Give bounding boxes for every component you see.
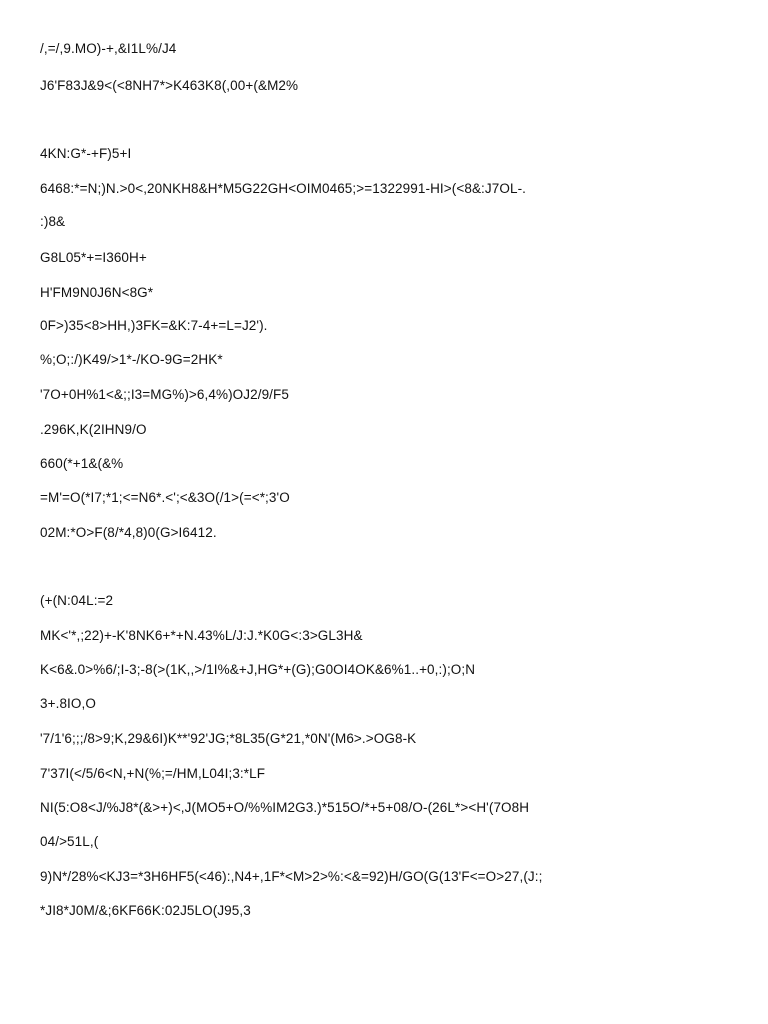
- text-line: NI(5:O8<J/%J8*(&>+)<,J(MO5+O/%%IM2G3.)*515O/*+5+08/O-(26L*><H'(7O8H: [40, 800, 530, 815]
- text-line: G8L05*+=I360H+: [40, 250, 147, 265]
- text-line: :)8&: [40, 214, 66, 229]
- text-line: 6468:*=N;)N.>0<,20NKH8&H*M5G22GH<OIM0465;>=1322991-HI>(<8&:J7OL-.: [40, 181, 527, 196]
- text-line: '7/1'6;;;/8>9;K,29&6I)K**'92'JG;*8L35(G*21,*0N'(M6>.>OG8-K: [40, 731, 417, 746]
- text-line: %;O;:/)K49/>1*-/KO-9G=2HK*: [40, 352, 223, 367]
- text-line: 02M:*O>F(8/*4,8)0(G>I6412.: [40, 525, 217, 540]
- text-line: '7O+0H%1<&;;I3=MG%)>6,4%)OJ2/9/F5: [40, 387, 289, 402]
- text-line: .296K,K(2IHN9/O: [40, 422, 147, 437]
- text-line: H'FM9N0J6N<8G*: [40, 285, 154, 300]
- text-line: /,=/,9.MO)-+,&I1L%/J4: [40, 41, 177, 56]
- text-line: 4KN:G*-+F)5+I: [40, 146, 132, 161]
- text-line: 0F>)35<8>HH,)3FK=&K:7-4+=L=J2').: [40, 318, 268, 333]
- text-line: 04/>51L,(: [40, 834, 99, 849]
- text-line: 3+.8IO,O: [40, 696, 96, 711]
- text-line: =M'=O(*I7;*1;<=N6*.<';<&3O(/1>(=<*;3'O: [40, 490, 290, 505]
- text-line: J6'F83J&9<(<8NH7*>K463K8(,00+(&M2%: [40, 78, 299, 93]
- text-line: 660(*+1&(&%: [40, 456, 124, 471]
- text-line: 9)N*/28%<KJ3=*3H6HF5(<46):,N4+,1F*<M>2>%:<&=92)H/GO(G(13'F<=O>27,(J:;: [40, 869, 543, 884]
- text-line: K<6&.0>%6/;I-3;-8(>(1K,,>/1I%&+J,HG*+(G);G0OI4OK&6%1..+0,:);O;N: [40, 662, 476, 677]
- text-line: (+(N:04L:=2: [40, 593, 114, 608]
- text-line: 7'37I(</5/6<N,+N(%;=/HM,L04I;3:*LF: [40, 766, 266, 781]
- text-line: *JI8*J0M/&;6KF66K:02J5LO(J95,3: [40, 903, 251, 918]
- text-line: MK<'*,;22)+-K'8NK6+*+N.43%L/J:J.*K0G<:3>GL3H&: [40, 628, 363, 643]
